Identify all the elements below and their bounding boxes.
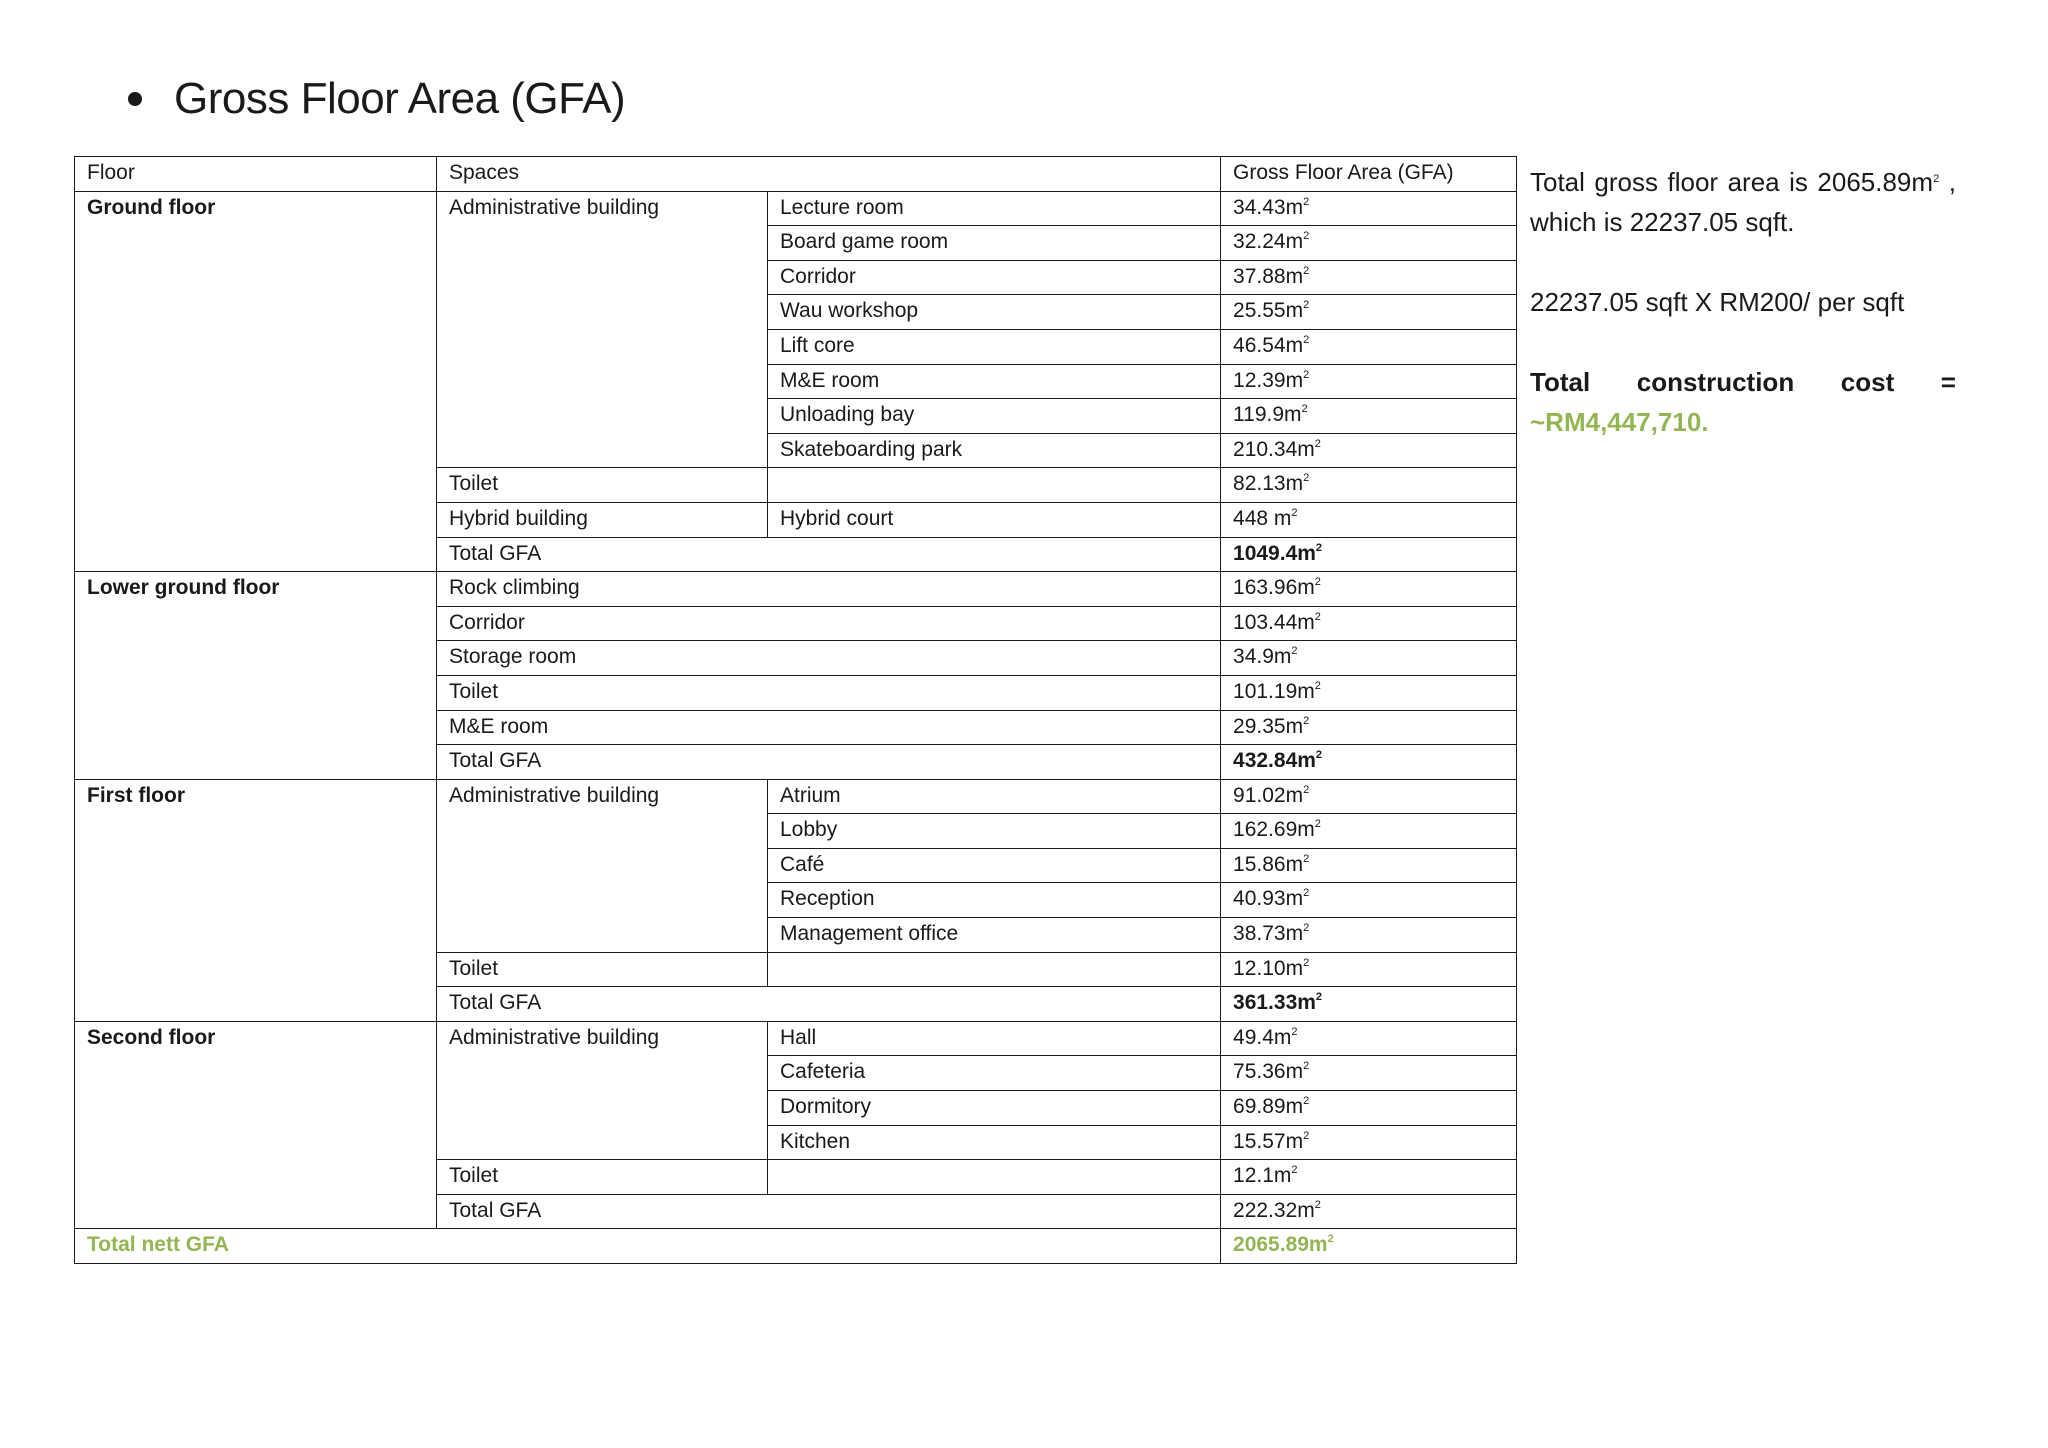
floor-ground: Ground floor — [75, 191, 437, 572]
room-name: Hall — [768, 1021, 1221, 1056]
page-heading-text: Gross Floor Area (GFA) — [174, 74, 626, 123]
gfa-value: $34.9m^2$ — [1221, 641, 1517, 676]
subtotal-label: Total GFA — [437, 1194, 1221, 1229]
floor-lower-ground: Lower ground floor — [75, 572, 437, 780]
space-name: Corridor — [437, 606, 1221, 641]
header-spaces: Spaces — [437, 157, 1221, 192]
spacer — [1530, 242, 1956, 282]
subtotal-label: Total GFA — [437, 987, 1221, 1022]
gfa-value: $75.36m^2$ — [1221, 1056, 1517, 1091]
space-hybrid: Hybrid building — [437, 502, 768, 537]
room-name: Lobby — [768, 814, 1221, 849]
space-name: Rock climbing — [437, 572, 1221, 607]
table-row — [75, 191, 1517, 226]
room-name: M&E room — [768, 364, 1221, 399]
room-name: Cafeteria — [768, 1056, 1221, 1091]
total-nett-row — [75, 1229, 1517, 1264]
gfa-value: $46.54m^2$ — [1221, 329, 1517, 364]
room-name: Skateboarding park — [768, 433, 1221, 468]
subtotal-value: $432.84m^2$ — [1221, 745, 1517, 780]
space-name: Storage room — [437, 641, 1221, 676]
subtotal-value: $1049.4m^2$ — [1221, 537, 1517, 572]
empty-cell — [768, 468, 1221, 503]
space-name: Toilet — [437, 675, 1221, 710]
summary-line-2: which is 22237.05 sqft. — [1530, 207, 1795, 237]
cost-calculation: 22237.05 sqft X RM200/ per sqft — [1530, 287, 1905, 317]
gfa-value: $163.96m^2$ — [1221, 572, 1517, 607]
gfa-value: $40.93m^2$ — [1221, 883, 1517, 918]
gfa-value: $29.35m^2$ — [1221, 710, 1517, 745]
summary-line-1: Total gross floor area is $2065.89m^2$ , — [1530, 167, 1956, 197]
subtotal-label: Total GFA — [437, 745, 1221, 780]
page-heading — [128, 74, 625, 124]
room-name: Lift core — [768, 329, 1221, 364]
room-name: Reception — [768, 883, 1221, 918]
summary-panel — [1530, 162, 1956, 442]
gfa-value: $103.44m^2$ — [1221, 606, 1517, 641]
total-nett-label: Total nett GFA — [75, 1229, 1221, 1264]
room-name: Kitchen — [768, 1125, 1221, 1160]
table-row — [75, 572, 1517, 607]
table-row — [75, 1021, 1517, 1056]
room-name: Wau workshop — [768, 295, 1221, 330]
header-floor: Floor — [75, 157, 437, 192]
space-name: M&E room — [437, 710, 1221, 745]
gfa-value: $162.69m^2$ — [1221, 814, 1517, 849]
gfa-value: 448 $m^2$ — [1221, 502, 1517, 537]
room-name: Corridor — [768, 260, 1221, 295]
bullet-icon — [128, 92, 142, 106]
header-gfa: Gross Floor Area (GFA) — [1221, 157, 1517, 192]
gfa-value: $15.86m^2$ — [1221, 848, 1517, 883]
total-nett-value: $2065.89m^2$ — [1221, 1229, 1517, 1264]
space-toilet: Toilet — [437, 1160, 768, 1195]
room-name: Café — [768, 848, 1221, 883]
floor-second: Second floor — [75, 1021, 437, 1229]
subtotal-value: $222.32m^2$ — [1221, 1194, 1517, 1229]
gfa-value: $69.89m^2$ — [1221, 1091, 1517, 1126]
space-admin: Administrative building — [437, 191, 768, 468]
subtotal-label: Total GFA — [437, 537, 1221, 572]
gfa-value: $25.55m^2$ — [1221, 295, 1517, 330]
empty-cell — [768, 952, 1221, 987]
total-cost-label: Total construction cost = — [1530, 367, 1956, 397]
gfa-value: $34.43m^2$ — [1221, 191, 1517, 226]
gfa-value: $12.1m^2$ — [1221, 1160, 1517, 1195]
floor-first: First floor — [75, 779, 437, 1021]
space-toilet: Toilet — [437, 468, 768, 503]
space-admin: Administrative building — [437, 779, 768, 952]
room-name: Hybrid court — [768, 502, 1221, 537]
spacer — [1530, 322, 1956, 362]
gfa-value: $119.9m^2$ — [1221, 399, 1517, 434]
gfa-value: $38.73m^2$ — [1221, 918, 1517, 953]
gfa-value: $82.13m^2$ — [1221, 468, 1517, 503]
space-admin: Administrative building — [437, 1021, 768, 1159]
total-cost-value: ~RM4,447,710. — [1530, 407, 1709, 437]
gfa-value: $12.39m^2$ — [1221, 364, 1517, 399]
gfa-table — [74, 156, 1517, 1264]
gfa-value: $15.57m^2$ — [1221, 1125, 1517, 1160]
room-name: Atrium — [768, 779, 1221, 814]
room-name: Board game room — [768, 226, 1221, 261]
gfa-value: $12.10m^2$ — [1221, 952, 1517, 987]
room-name: Lecture room — [768, 191, 1221, 226]
empty-cell — [768, 1160, 1221, 1195]
subtotal-value: $361.33m^2$ — [1221, 987, 1517, 1022]
gfa-value: $101.19m^2$ — [1221, 675, 1517, 710]
table-header-row — [75, 157, 1517, 192]
table-row — [75, 779, 1517, 814]
room-name: Dormitory — [768, 1091, 1221, 1126]
gfa-value: $210.34m^2$ — [1221, 433, 1517, 468]
room-name: Unloading bay — [768, 399, 1221, 434]
gfa-value: $91.02m^2$ — [1221, 779, 1517, 814]
gfa-value: $37.88m^2$ — [1221, 260, 1517, 295]
space-toilet: Toilet — [437, 952, 768, 987]
gfa-value: $32.24m^2$ — [1221, 226, 1517, 261]
gfa-value: $49.4m^2$ — [1221, 1021, 1517, 1056]
room-name: Management office — [768, 918, 1221, 953]
